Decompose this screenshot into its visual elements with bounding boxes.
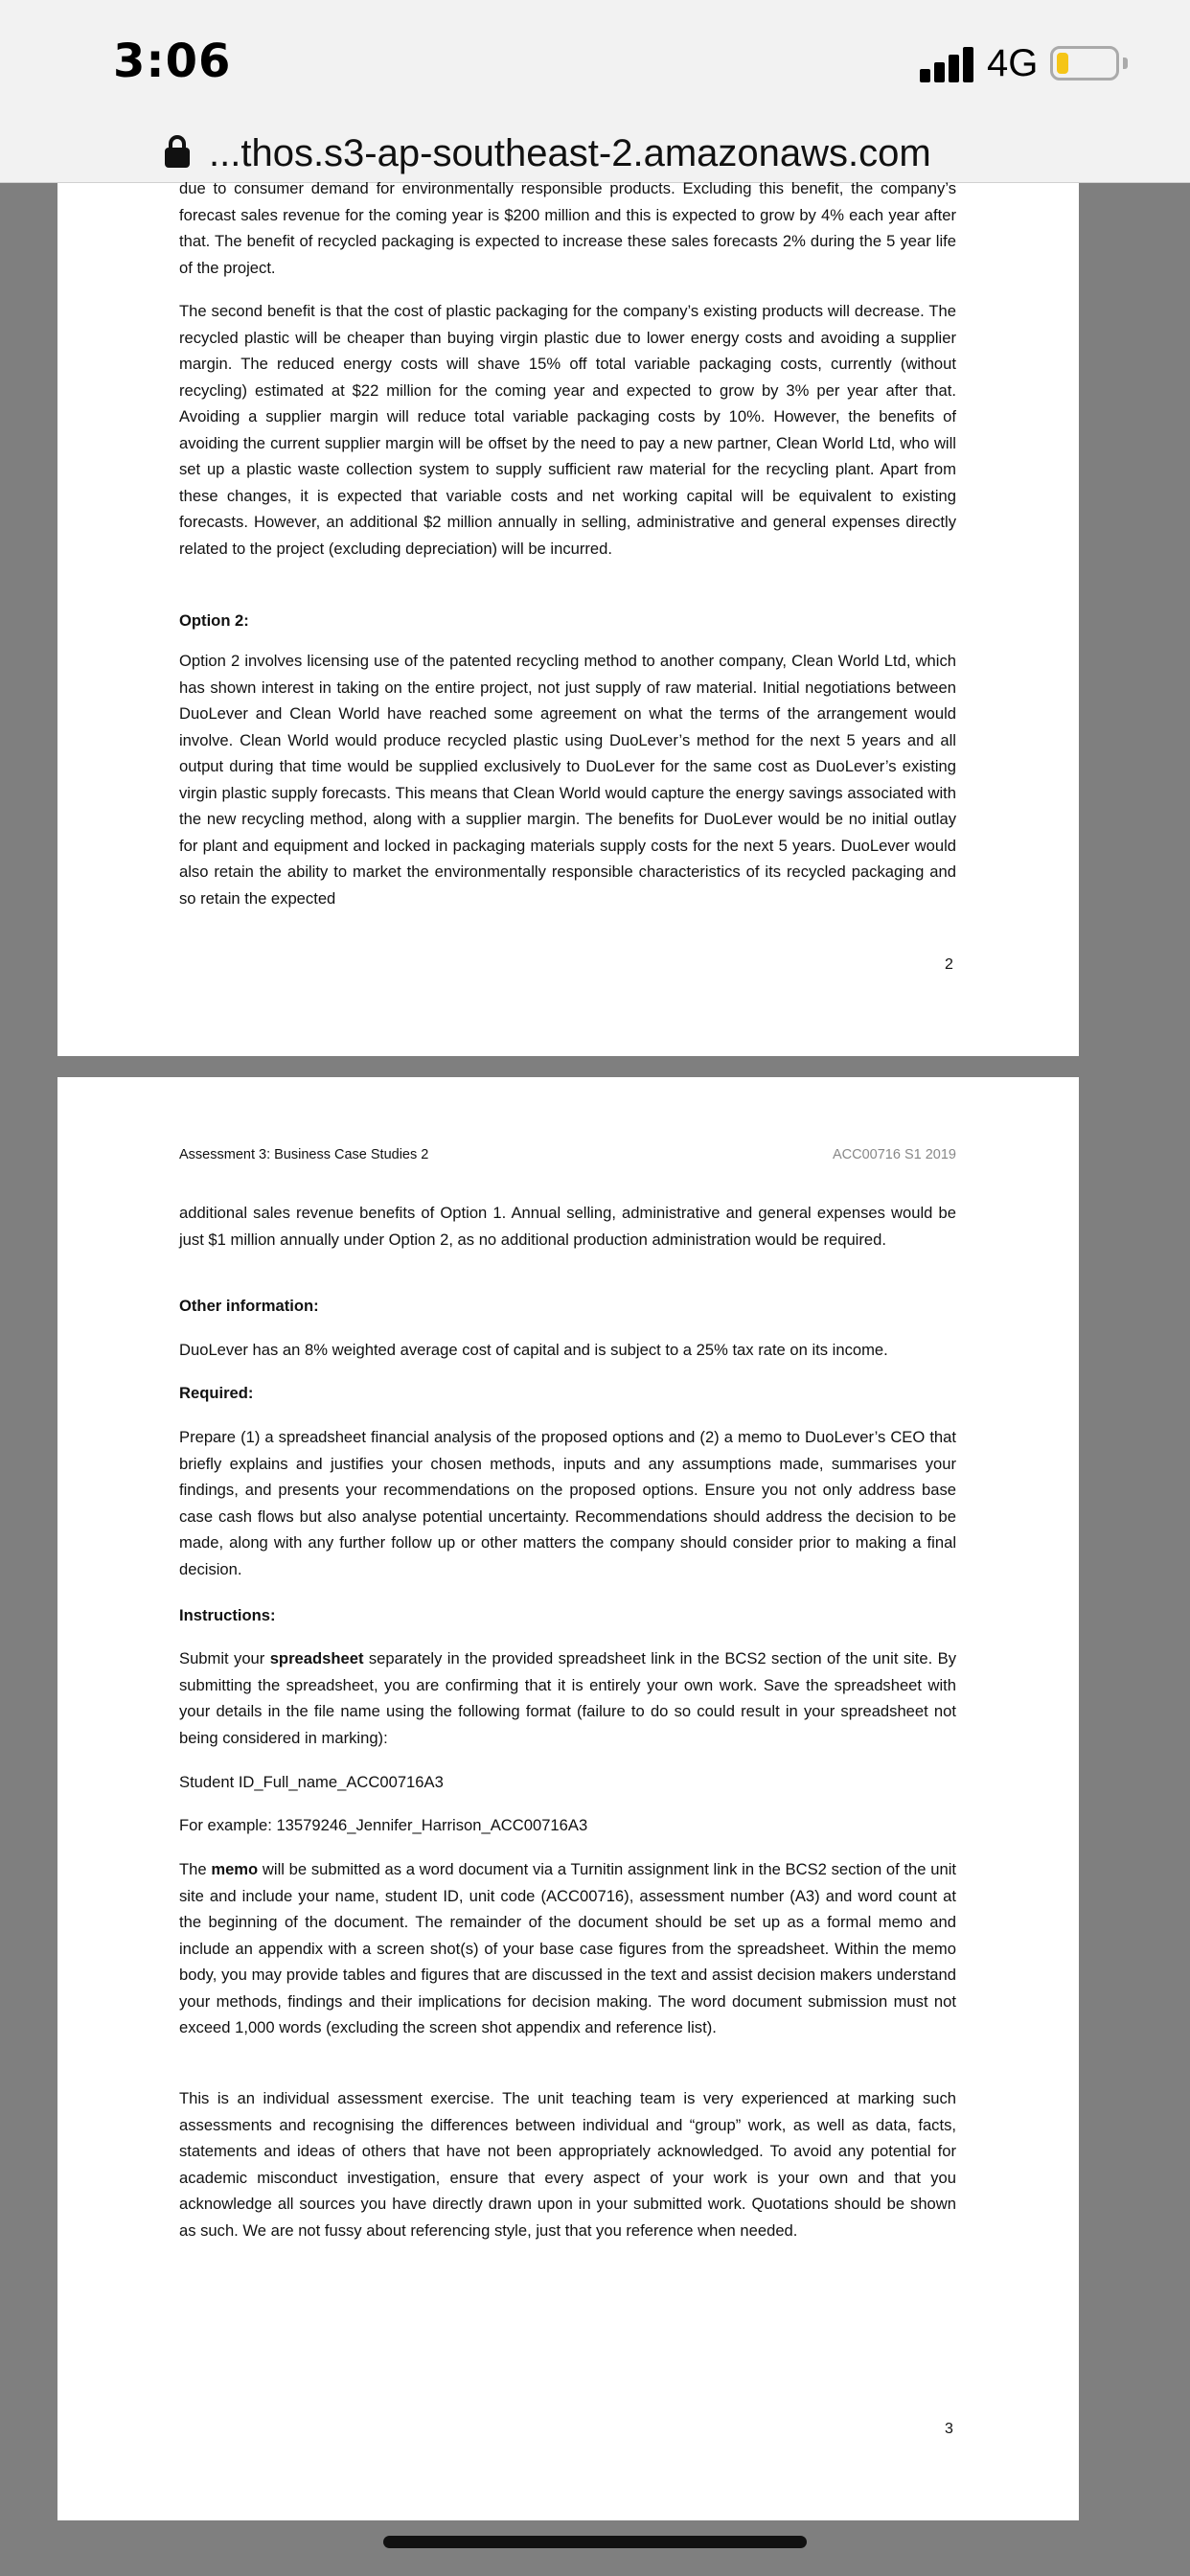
paragraph-academic-integrity: This is an individual assessment exercise. The unit teaching team is very experienced at marking such assessments and recognising the differences between individual and “group” work, as well as data, facts, statements and ideas of others that have not been appropriately acknowledged. To avoid any potential for academic misconduct investigation, ensure that every aspect of your work is your own and that you acknowledge all sources you have directly drawn upon in your submitted work. Quotations should be shown as such. We are not fussy about referencing style, just that you reference when needed. bbox=[179, 2089, 956, 2240]
file-name-example: For example: 13579246_Jennifer_Harrison_ACC00716A3 bbox=[179, 1816, 588, 1834]
battery-cap bbox=[1123, 58, 1128, 69]
bold-spreadsheet: spreadsheet bbox=[269, 1649, 364, 1668]
heading-required: Required: bbox=[179, 1384, 254, 1402]
status-bar bbox=[0, 0, 1190, 129]
paragraph-packaging-cost-benefit: The second benefit is that the cost of plastic packaging for the company’s existing products will decrease. The recycled plastic will be cheaper than buying virgin plastic due to lower energy costs and avoiding a supplier margin. The reduced energy costs will shave 15% off total variable packaging costs, currently (without recycling) estimated at $22 million for the coming year and expected to grow by 3% per year after that. Avoiding a supplier margin will reduce total variable packaging costs by 10%. However, the benefits of avoiding the current supplier margin will be offset by the need to pay a new partner, Clean World Ltd, who will set up a plastic waste collection system to supply sufficient raw material for the recycling plant. Apart from these changes, it is expected that variable costs and net working capital will be equivalent to existing forecasts. However, an additional $2 million annually in selling, administrative and general expenses directly related to the project (excluding depreciation) will be incurred. bbox=[179, 302, 956, 558]
battery-icon bbox=[1050, 46, 1119, 80]
bold-memo: memo bbox=[211, 1860, 259, 1878]
paragraph-sales-benefit: due to consumer demand for environmentally responsible products. Excluding this benefit, the company’s forecast sales revenue for the coming year is $200 million and this is expected to grow by 4% each year after that. The benefit of recycled packaging is expected to increase these sales forecasts 2% during the 5 year life of the project. bbox=[179, 179, 956, 277]
page-header-title: Assessment 3: Business Case Studies 2 bbox=[179, 1147, 429, 1162]
document-page-3 bbox=[57, 1077, 1079, 2520]
heading-option-2: Option 2: bbox=[179, 611, 249, 630]
signal-strength-icon bbox=[920, 46, 975, 82]
url-text[interactable]: ...thos.s3-ap-southeast-2.amazonaws.com bbox=[209, 132, 931, 174]
heading-instructions: Instructions: bbox=[179, 1606, 276, 1624]
heading-other-information: Other information: bbox=[179, 1297, 319, 1315]
page-number: 3 bbox=[945, 2421, 953, 2437]
document-page-2 bbox=[57, 179, 1079, 1056]
paragraph-memo-instructions: The memo will be submitted as a word document via a Turnitin assignment link in the BCS2 section of the unit site and include your name, student ID, unit code (ACC00716), assessment number (A3) and word count at the beginning of the document. The remainder of the document should be set up as a formal memo and include an appendix with a screen shot(s) of your base case figures from the spreadsheet. Within the memo body, you may provide tables and figures that are discussed in the text and assist decision makers understand your methods, findings and their implications for decision making. The word document submission must not exceed 1,000 words (excluding the screen shot appendix and reference list). bbox=[179, 1860, 956, 2036]
paragraph-other-information: DuoLever has an 8% weighted average cost of capital and is subject to a 25% tax rate on its income. bbox=[179, 1341, 888, 1359]
home-indicator[interactable] bbox=[383, 2536, 807, 2548]
lock-icon bbox=[165, 135, 190, 168]
battery-fill bbox=[1057, 53, 1068, 74]
page-header-code: ACC00716 S1 2019 bbox=[833, 1147, 956, 1162]
paragraph-required: Prepare (1) a spreadsheet financial analysis of the proposed options and (2) a memo to DuoLever’s CEO that briefly explains and justifies your chosen methods, inputs and any assumptions made, summarises your findings, and presents your recommendations on the proposed options. Ensure you not only address base case cash flows but also analyse potential uncertainty. Recommendations should address the decision to be made, along with any further follow up or other matters the company should consider prior to making a final decision. bbox=[179, 1428, 956, 1578]
file-name-format: Student ID_Full_name_ACC00716A3 bbox=[179, 1773, 444, 1791]
paragraph-option-2: Option 2 involves licensing use of the patented recycling method to another company, Clean World Ltd, which has shown interest in taking on the entire project, not just supply of raw material. Initial negotiations between DuoLever and Clean World have reached some agreement on what the terms of the arrangement would involve. Clean World would produce recycled plastic using DuoLever’s method for the next 5 years and all output during that time would be supplied exclusively to DuoLever for the same cost as DuoLever’s existing virgin plastic supply forecasts. This means that Clean World would capture the energy savings associated with the new recycling method, along with a supplier margin. The benefits for DuoLever would be no initial outlay for plant and equipment and locked in packaging materials supply costs for the next 5 years. DuoLever would also retain the ability to market the environmentally responsible characteristics of its recycled packaging and so retain the expected bbox=[179, 652, 956, 908]
page-number: 2 bbox=[945, 956, 953, 973]
paragraph-spreadsheet-instructions: Submit your spreadsheet separately in the provided spreadsheet link in the BCS2 section of the unit site. By submitting the spreadsheet, you are confirming that it is entirely your own work. Save the spreadsheet with your details in the file name using the following format (failure to do so could result in your spreadsheet not being considered in marking): bbox=[179, 1649, 956, 1747]
status-time: 3:06 bbox=[113, 34, 232, 88]
network-type: 4G bbox=[987, 42, 1039, 84]
paragraph-option-2-continued: additional sales revenue benefits of Option 1. Annual selling, administrative and general expenses would be just $1 million annually under Option 2, as no additional production administration would be required. bbox=[179, 1204, 956, 1249]
